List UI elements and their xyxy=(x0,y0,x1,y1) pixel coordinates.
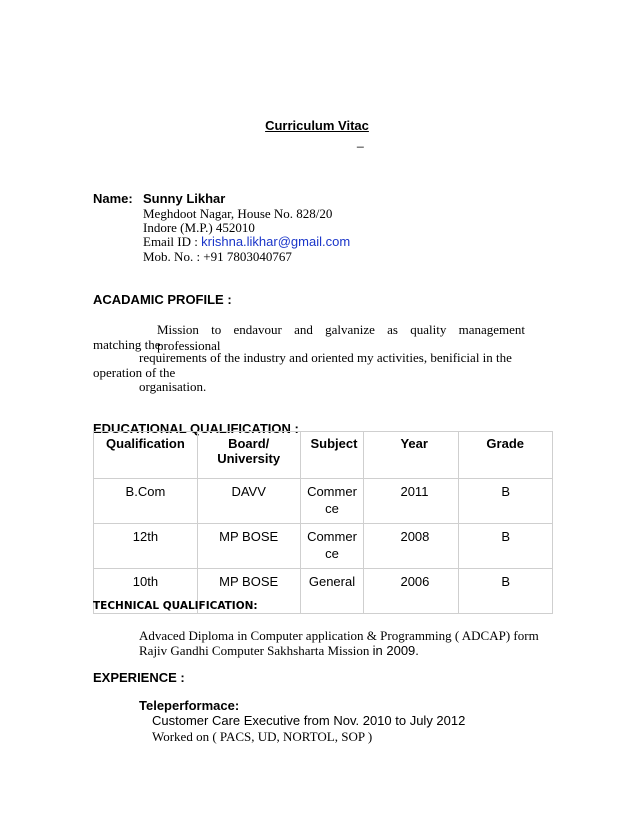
column-header-subject: Subject xyxy=(300,432,364,479)
email-link[interactable]: krishna.likhar@gmail.com xyxy=(201,234,351,249)
cell-year: 2008 xyxy=(364,524,459,569)
table-row xyxy=(94,479,553,524)
cell-qualification: B.Com xyxy=(94,479,198,524)
technical-line-2-main: Rajiv Gandhi Computer Sakhsharta Mission xyxy=(139,643,370,658)
company-name: Teleperformace: xyxy=(139,698,240,713)
address-line-1: Meghdoot Nagar, House No. 828/20 xyxy=(143,206,333,221)
technical-line-2 xyxy=(139,643,419,659)
person-name: Sunny Likhar xyxy=(143,191,226,206)
column-header-grade: Grade xyxy=(459,432,553,479)
cell-qualification: 10th xyxy=(94,569,198,614)
cell-subject: Commerce xyxy=(300,479,364,524)
job-role: Customer Care Executive from Nov. 2010 to July 2012 xyxy=(152,713,466,728)
technical-line-1: Advaced Diploma in Computer application & Programming ( ADCAP) form xyxy=(139,628,539,643)
email-row xyxy=(143,234,350,250)
table-row xyxy=(94,524,553,569)
cell-board: MP BOSE xyxy=(197,524,300,569)
mobile-number: Mob. No. : +91 7803040767 xyxy=(143,249,292,264)
technical-heading: TECHNICAL QUALIFICATION: xyxy=(93,600,258,612)
column-header-qualification: Qualification xyxy=(94,432,198,479)
academic-line-1: Mission to endavour and galvanize as quality management professional xyxy=(157,322,525,353)
academic-line-3: requirements of the industry and oriented my activities, benificial in the xyxy=(139,350,512,365)
column-header-year: Year xyxy=(364,432,459,479)
cell-grade: B xyxy=(459,569,553,614)
title-text: Curriculum Vitac xyxy=(265,118,369,133)
academic-heading: ACADAMIC PROFILE : xyxy=(93,292,232,307)
cell-qualification: 12th xyxy=(94,524,198,569)
experience-heading: EXPERIENCE : xyxy=(93,670,185,685)
column-header-board: Board/ University xyxy=(197,432,300,479)
cell-subject: Commerce xyxy=(300,524,364,569)
cell-board: DAVV xyxy=(197,479,300,524)
title-mark: _ xyxy=(357,134,364,148)
email-label: Email ID : xyxy=(143,234,198,249)
education-heading: EDUCATIONAL QUALIFICATION : xyxy=(93,421,299,436)
table-header-row xyxy=(94,432,553,479)
academic-line-4: operation of the xyxy=(93,365,176,380)
cell-subject: General xyxy=(300,569,364,614)
name-label: Name: xyxy=(93,191,133,206)
academic-line-2: matching the xyxy=(93,337,161,352)
cell-year: 2006 xyxy=(364,569,459,614)
technical-line-2-tail: in 2009. xyxy=(372,643,419,658)
cell-grade: B xyxy=(459,479,553,524)
document-title xyxy=(0,118,638,133)
address-line-2: Indore (M.P.) 452010 xyxy=(143,220,255,235)
cell-grade: B xyxy=(459,524,553,569)
work-details: Worked on ( PACS, UD, NORTOL, SOP ) xyxy=(152,729,373,744)
education-table xyxy=(93,431,553,614)
academic-line-5: organisation. xyxy=(139,379,207,394)
cell-board: MP BOSE xyxy=(197,569,300,614)
cell-year: 2011 xyxy=(364,479,459,524)
